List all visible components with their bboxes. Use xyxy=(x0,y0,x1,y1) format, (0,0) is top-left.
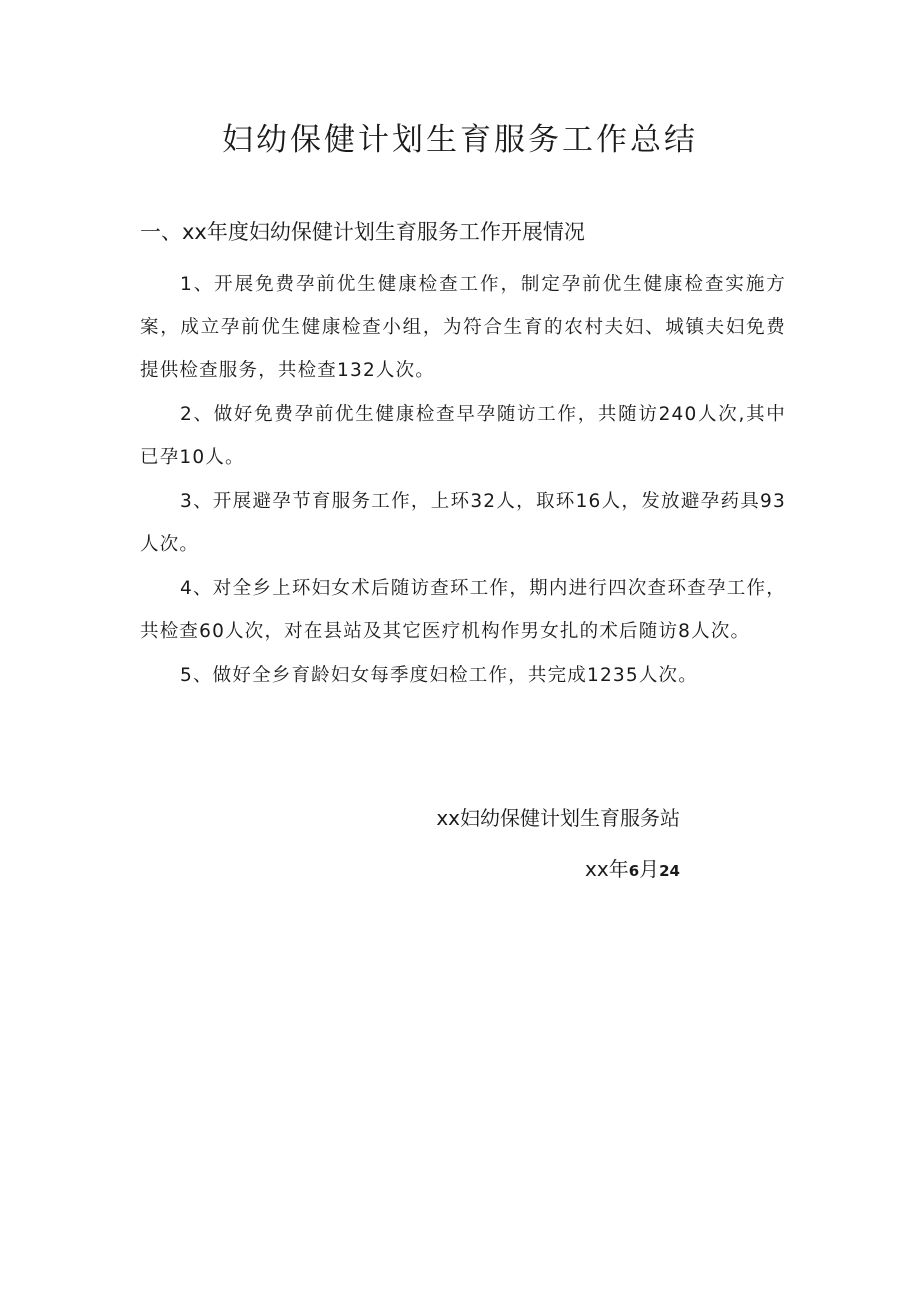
signature-date-day: 24 xyxy=(659,862,680,880)
document-title: 妇幼保健计划生育服务工作总结 xyxy=(222,122,698,158)
section-heading: 一、xx年度妇幼保健计划生育服务工作开展情况 xyxy=(140,220,585,244)
signature-date-month-number: 6 xyxy=(628,862,640,880)
paragraph-1-text: 1、开展免费孕前优生健康检查工作，制定孕前优生健康检查实施方案，成立孕前优生健康检查小组，为符合生育的农村夫妇、城镇夫妇免费提供检查服务，共检查132人次。 xyxy=(140,274,786,381)
paragraph-3-text: 3、开展避孕节育服务工作，上环32人，取环16人，发放避孕药具93人次。 xyxy=(140,491,786,555)
paragraph-4-text: 4、对全乡上环妇女术后随访查环工作，期内进行四次查环查孕工作，共检查60人次，对在县站及其它医疗机构作男女扎的术后随访8人次。 xyxy=(140,578,786,642)
paragraph-1 xyxy=(140,263,786,392)
paragraph-2-text: 2、做好免费孕前优生健康检查早孕随访工作，共随访240人次,其中已孕10人。 xyxy=(140,404,786,468)
signature-date-month-char: 月 xyxy=(639,857,660,881)
paragraph-3 xyxy=(140,480,786,566)
paragraph-5 xyxy=(140,654,786,697)
signature-date-year: xx年 xyxy=(585,857,629,881)
signature-organization: xx妇幼保健计划生育服务站 xyxy=(436,806,680,830)
signature-date xyxy=(585,853,680,887)
paragraph-2 xyxy=(140,393,786,479)
paragraph-4 xyxy=(140,567,786,653)
paragraph-5-text: 5、做好全乡育龄妇女每季度妇检工作，共完成1235人次。 xyxy=(180,665,698,686)
